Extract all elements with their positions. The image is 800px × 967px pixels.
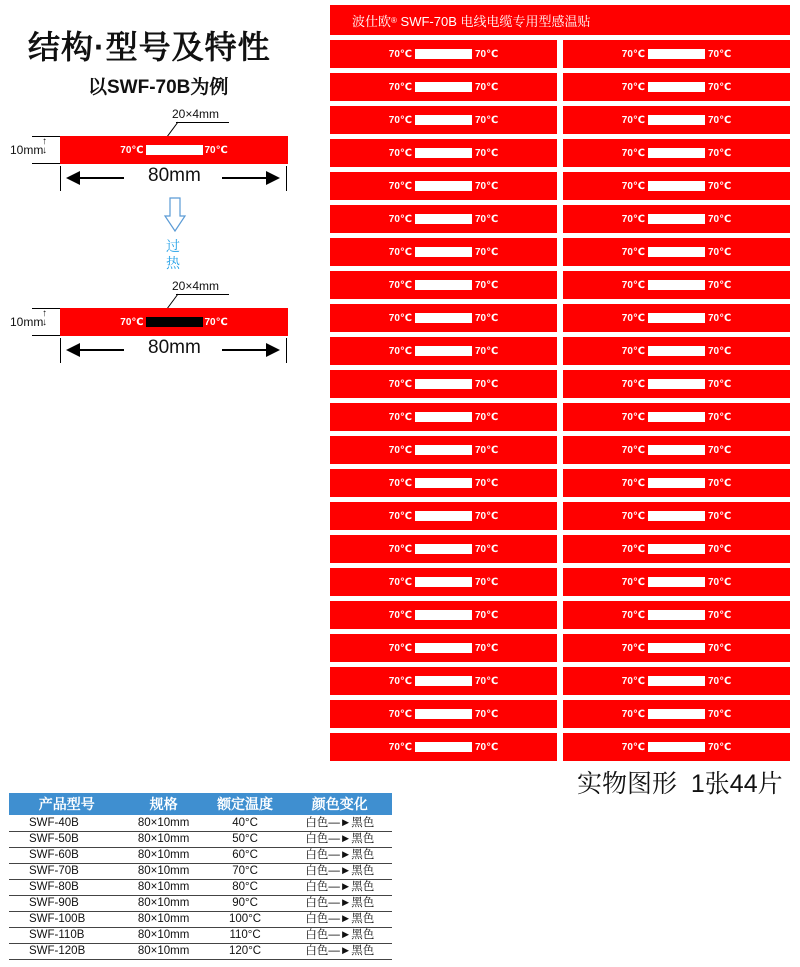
color-from: 白色: [305, 849, 329, 861]
table-row: [9, 863, 392, 879]
temperature-label: [330, 568, 557, 596]
overheat-char-2: 热: [166, 255, 180, 271]
temp-left: 70℃: [388, 312, 412, 324]
color-to: 黑色: [351, 881, 375, 893]
temperature-label: [563, 172, 790, 200]
temp-right: 70℃: [708, 180, 732, 192]
temp-right: 70℃: [475, 510, 499, 522]
temperature-label: [330, 238, 557, 266]
table-row: [9, 831, 392, 847]
temp-right: 70℃: [475, 312, 499, 324]
cell-spec: 80×10mm: [125, 847, 203, 863]
indicator-window: [415, 214, 472, 224]
temp-right: 70℃: [475, 543, 499, 555]
temp-right: 70℃: [708, 411, 732, 423]
temperature-label: [330, 139, 557, 167]
temp-left: 70℃: [621, 609, 645, 621]
color-to: 黑色: [351, 913, 375, 925]
indicator-window: [648, 115, 705, 125]
indicator-window: [648, 313, 705, 323]
cell-spec: 80×10mm: [125, 831, 203, 847]
indicator-window: [415, 247, 472, 257]
cell-temp: 90°C: [203, 895, 288, 911]
temp-right: 70℃: [475, 345, 499, 357]
indicator-window: [648, 379, 705, 389]
label-strip-white: [60, 136, 288, 164]
page-subtitle: 以SWF-70B为例: [88, 77, 229, 98]
cell-temp: 40°C: [203, 815, 288, 831]
temp-left: 70℃: [388, 81, 412, 93]
temp-right: 70℃: [475, 411, 499, 423]
indicator-window: [648, 478, 705, 488]
table-row: [9, 879, 392, 895]
header-color-change: 颜色变化: [288, 793, 392, 815]
cell-spec: 80×10mm: [125, 943, 203, 959]
table-row: [9, 847, 392, 863]
temp-left: 70℃: [388, 279, 412, 291]
color-to: 黑色: [351, 816, 375, 829]
cell-model: SWF-90B: [9, 895, 125, 911]
color-from: 白色: [305, 913, 329, 925]
arrow-right-icon: [222, 177, 270, 179]
temperature-label: [563, 502, 790, 530]
temp-right: 70℃: [204, 144, 228, 156]
temp-right: 70℃: [708, 246, 732, 258]
temperature-label: [330, 403, 557, 431]
temp-left: 70℃: [621, 510, 645, 522]
temp-left: 70℃: [388, 642, 412, 654]
color-to: 黑色: [351, 849, 375, 861]
cell-color-change: [288, 815, 392, 831]
temp-right: 70℃: [475, 675, 499, 687]
temp-left: 70℃: [388, 213, 412, 225]
color-from: 白色: [305, 897, 329, 909]
sheet-header-text: SWF-70B 电线电缆专用型感温贴: [396, 13, 591, 29]
indicator-window: [415, 115, 472, 125]
temp-right: 70℃: [475, 48, 499, 60]
temp-left: 70℃: [621, 675, 645, 687]
temp-left: 70℃: [388, 48, 412, 60]
temp-right: 70℃: [708, 81, 732, 93]
cell-spec: 80×10mm: [125, 895, 203, 911]
temp-right: 70℃: [708, 675, 732, 687]
cell-model: SWF-100B: [9, 911, 125, 927]
temp-left: 70℃: [621, 444, 645, 456]
indicator-window: [415, 511, 472, 521]
spec-table: [9, 793, 392, 960]
indicator-window: [648, 280, 705, 290]
indicator-window: [648, 709, 705, 719]
indicator-window: [648, 346, 705, 356]
temperature-label: [563, 634, 790, 662]
temp-left: 70℃: [621, 312, 645, 324]
down-arrow-icon: [163, 197, 187, 233]
temp-right: 70℃: [475, 642, 499, 654]
indicator-window: [415, 181, 472, 191]
temp-left: 70℃: [388, 675, 412, 687]
temperature-label: [330, 700, 557, 728]
temperature-label: [563, 568, 790, 596]
cell-temp: 110°C: [203, 927, 288, 943]
temperature-label: [330, 502, 557, 530]
temperature-label: [563, 601, 790, 629]
temperature-label: [563, 106, 790, 134]
cell-color-change: [288, 895, 392, 911]
temp-left: 70℃: [621, 279, 645, 291]
temp-left: 70℃: [388, 543, 412, 555]
temperature-label: [563, 139, 790, 167]
temp-left: 70℃: [388, 345, 412, 357]
cell-temp: 100°C: [203, 911, 288, 927]
temp-left: 70℃: [621, 576, 645, 588]
temp-right: 70℃: [708, 48, 732, 60]
temperature-label: [563, 73, 790, 101]
temp-right: 70℃: [475, 246, 499, 258]
cell-color-change: [288, 879, 392, 895]
arrow-right-icon: —►: [328, 816, 352, 829]
label-strip-black: [60, 308, 288, 336]
cell-model: SWF-110B: [9, 927, 125, 943]
indicator-window: [415, 280, 472, 290]
table-row: [9, 943, 392, 959]
window-size-label: 20×4mm: [172, 279, 220, 293]
temperature-label: [330, 304, 557, 332]
temp-left: 70℃: [621, 708, 645, 720]
cell-spec: 80×10mm: [125, 911, 203, 927]
cell-model: SWF-40B: [9, 815, 125, 831]
temp-right: 70℃: [475, 81, 499, 93]
indicator-window: [648, 82, 705, 92]
color-to: 黑色: [351, 897, 375, 909]
temp-left: 70℃: [621, 741, 645, 753]
temp-left: 70℃: [621, 411, 645, 423]
color-from: 白色: [305, 945, 329, 957]
cell-model: SWF-80B: [9, 879, 125, 895]
table-row: [9, 911, 392, 927]
indicator-window: [415, 346, 472, 356]
cell-spec: 80×10mm: [125, 863, 203, 879]
color-to: 黑色: [351, 833, 375, 845]
temperature-label: [563, 337, 790, 365]
temp-left: 70℃: [388, 477, 412, 489]
temperature-label: [563, 436, 790, 464]
color-to: 黑色: [351, 929, 375, 941]
length-label: 80mm: [148, 165, 201, 186]
arrow-right-icon: —►: [328, 913, 352, 925]
temp-left: 70℃: [621, 213, 645, 225]
temp-right: 70℃: [708, 510, 732, 522]
temperature-label: [330, 106, 557, 134]
temp-left: 70℃: [388, 576, 412, 588]
temp-left: 70℃: [388, 411, 412, 423]
temp-right: 70℃: [475, 114, 499, 126]
temp-right: 70℃: [475, 576, 499, 588]
temp-right: 70℃: [475, 378, 499, 390]
arrow-right-icon: —►: [328, 929, 352, 941]
temp-left: 70℃: [621, 477, 645, 489]
temperature-label: [563, 271, 790, 299]
temp-left: 70℃: [621, 48, 645, 60]
length-label: 80mm: [148, 337, 201, 358]
cell-spec: 80×10mm: [125, 815, 203, 831]
temp-left: 70℃: [621, 543, 645, 555]
temperature-label: [330, 172, 557, 200]
temp-right: 70℃: [708, 741, 732, 753]
table-row: [9, 895, 392, 911]
indicator-window: [415, 544, 472, 554]
indicator-window: [415, 313, 472, 323]
indicator-window-black: [146, 317, 203, 327]
cell-temp: 50°C: [203, 831, 288, 847]
arrow-right-icon: —►: [328, 833, 352, 845]
temperature-label: [563, 667, 790, 695]
temperature-label: [330, 73, 557, 101]
temperature-label: [330, 40, 557, 68]
header-model: 产品型号: [9, 793, 125, 815]
arrow-left-icon: [76, 349, 124, 351]
cell-model: SWF-120B: [9, 943, 125, 959]
sheet-caption: 实物图形 1张44片: [577, 770, 783, 798]
temperature-label: [563, 733, 790, 761]
color-to: 黑色: [351, 865, 375, 877]
height-label: 10mm: [10, 315, 44, 329]
arrow-right-icon: —►: [328, 881, 352, 893]
header-spec: 规格: [125, 793, 203, 815]
indicator-window: [648, 676, 705, 686]
color-from: 白色: [305, 865, 329, 877]
temp-left: 70℃: [388, 444, 412, 456]
indicator-window: [415, 643, 472, 653]
temp-left: 70℃: [621, 642, 645, 654]
temp-right: 70℃: [475, 741, 499, 753]
indicator-window: [648, 577, 705, 587]
temp-right: 70℃: [475, 180, 499, 192]
temperature-label: [330, 634, 557, 662]
temperature-label: [330, 337, 557, 365]
temperature-label: [330, 436, 557, 464]
color-from: 白色: [305, 816, 329, 829]
indicator-window: [415, 709, 472, 719]
arrow-left-icon: [76, 177, 124, 179]
header-temp: 额定温度: [203, 793, 288, 815]
indicator-window: [415, 412, 472, 422]
cell-model: SWF-50B: [9, 831, 125, 847]
temp-right: 70℃: [708, 312, 732, 324]
temperature-label: [563, 535, 790, 563]
temp-left: 70℃: [621, 180, 645, 192]
cell-color-change: [288, 927, 392, 943]
temp-right: 70℃: [708, 279, 732, 291]
indicator-window: [415, 82, 472, 92]
cell-color-change: [288, 831, 392, 847]
temp-right: 70℃: [708, 114, 732, 126]
indicator-window: [648, 214, 705, 224]
color-from: 白色: [305, 833, 329, 845]
height-label: 10mm: [10, 143, 44, 157]
temp-left: 70℃: [388, 147, 412, 159]
cell-temp: 60°C: [203, 847, 288, 863]
color-from: 白色: [305, 929, 329, 941]
indicator-window: [648, 742, 705, 752]
indicator-window: [415, 676, 472, 686]
cell-model: SWF-70B: [9, 863, 125, 879]
temp-left: 70℃: [621, 81, 645, 93]
temperature-label: [330, 733, 557, 761]
cell-spec: 80×10mm: [125, 927, 203, 943]
cell-temp: 80°C: [203, 879, 288, 895]
temp-left: 70℃: [621, 147, 645, 159]
overheat-label: [166, 238, 180, 272]
temp-left: 70℃: [621, 345, 645, 357]
temp-right: 70℃: [708, 708, 732, 720]
temperature-label: [563, 304, 790, 332]
temp-left: 70℃: [388, 114, 412, 126]
temperature-label: [330, 205, 557, 233]
cell-spec: 80×10mm: [125, 879, 203, 895]
temp-right: 70℃: [708, 642, 732, 654]
temp-right: 70℃: [475, 147, 499, 159]
temp-right: 70℃: [708, 345, 732, 357]
indicator-window: [415, 379, 472, 389]
temperature-label: [330, 271, 557, 299]
arrow-right-icon: —►: [328, 865, 352, 877]
temp-right: 70℃: [475, 477, 499, 489]
registered-mark: ®: [391, 15, 397, 25]
temperature-label: [563, 238, 790, 266]
temp-right: 70℃: [708, 477, 732, 489]
temperature-label: [330, 667, 557, 695]
indicator-window: [648, 445, 705, 455]
temp-left: 70℃: [388, 609, 412, 621]
temp-right: 70℃: [475, 444, 499, 456]
arrow-right-icon: [222, 349, 270, 351]
temperature-label: [563, 370, 790, 398]
table-header-row: [9, 793, 392, 815]
cell-temp: 120°C: [203, 943, 288, 959]
temp-right: 70℃: [475, 609, 499, 621]
temp-right: 70℃: [708, 543, 732, 555]
arrow-right-icon: —►: [328, 849, 352, 861]
temperature-label: [563, 469, 790, 497]
color-from: 白色: [305, 881, 329, 893]
indicator-window: [415, 577, 472, 587]
height-arrow-icon: ↑ ↓: [42, 308, 47, 328]
temp-right: 70℃: [204, 316, 228, 328]
overheat-char-1: 过: [166, 238, 180, 254]
temperature-label: [330, 535, 557, 563]
temp-right: 70℃: [708, 576, 732, 588]
temp-right: 70℃: [708, 378, 732, 390]
sheet-header: [330, 5, 790, 35]
temp-left: 70℃: [621, 114, 645, 126]
arrow-right-icon: —►: [328, 945, 352, 957]
temperature-label: [563, 700, 790, 728]
indicator-window: [648, 247, 705, 257]
indicator-window: [648, 148, 705, 158]
cell-model: SWF-60B: [9, 847, 125, 863]
temp-right: 70℃: [708, 147, 732, 159]
temp-right: 70℃: [475, 708, 499, 720]
temp-left: 70℃: [388, 510, 412, 522]
cell-color-change: [288, 863, 392, 879]
temp-left: 70℃: [120, 316, 144, 328]
temp-right: 70℃: [708, 609, 732, 621]
height-arrow-icon: ↑ ↓: [42, 136, 47, 156]
temperature-label: [330, 370, 557, 398]
table-row: [9, 927, 392, 943]
indicator-window: [648, 643, 705, 653]
indicator-window: [648, 511, 705, 521]
temp-left: 70℃: [388, 180, 412, 192]
temperature-label: [563, 403, 790, 431]
indicator-window: [648, 181, 705, 191]
temperature-label: [563, 205, 790, 233]
temp-left: 70℃: [388, 378, 412, 390]
temp-left: 70℃: [388, 246, 412, 258]
indicator-window: [648, 49, 705, 59]
temp-left: 70℃: [120, 144, 144, 156]
cell-color-change: [288, 943, 392, 959]
brand-name: 波仕欧: [352, 13, 392, 29]
temp-left: 70℃: [621, 378, 645, 390]
indicator-window-white: [146, 145, 203, 155]
page-title: 结构·型号及特性: [28, 29, 271, 65]
temp-left: 70℃: [388, 741, 412, 753]
temp-right: 70℃: [475, 213, 499, 225]
temp-left: 70℃: [388, 708, 412, 720]
temperature-label: [563, 40, 790, 68]
cell-color-change: [288, 847, 392, 863]
indicator-window: [415, 148, 472, 158]
table-row: [9, 815, 392, 831]
color-to: 黑色: [351, 945, 375, 957]
temp-right: 70℃: [708, 213, 732, 225]
indicator-window: [415, 742, 472, 752]
indicator-window: [648, 412, 705, 422]
cell-color-change: [288, 911, 392, 927]
temperature-label: [330, 601, 557, 629]
indicator-window: [648, 610, 705, 620]
temp-right: 70℃: [475, 279, 499, 291]
indicator-window: [415, 49, 472, 59]
temp-left: 70℃: [621, 246, 645, 258]
window-size-label: 20×4mm: [172, 107, 220, 121]
indicator-window: [415, 610, 472, 620]
temp-right: 70℃: [708, 444, 732, 456]
temperature-label: [330, 469, 557, 497]
indicator-window: [415, 445, 472, 455]
indicator-window: [648, 544, 705, 554]
cell-temp: 70°C: [203, 863, 288, 879]
indicator-window: [415, 478, 472, 488]
arrow-right-icon: —►: [328, 897, 352, 909]
